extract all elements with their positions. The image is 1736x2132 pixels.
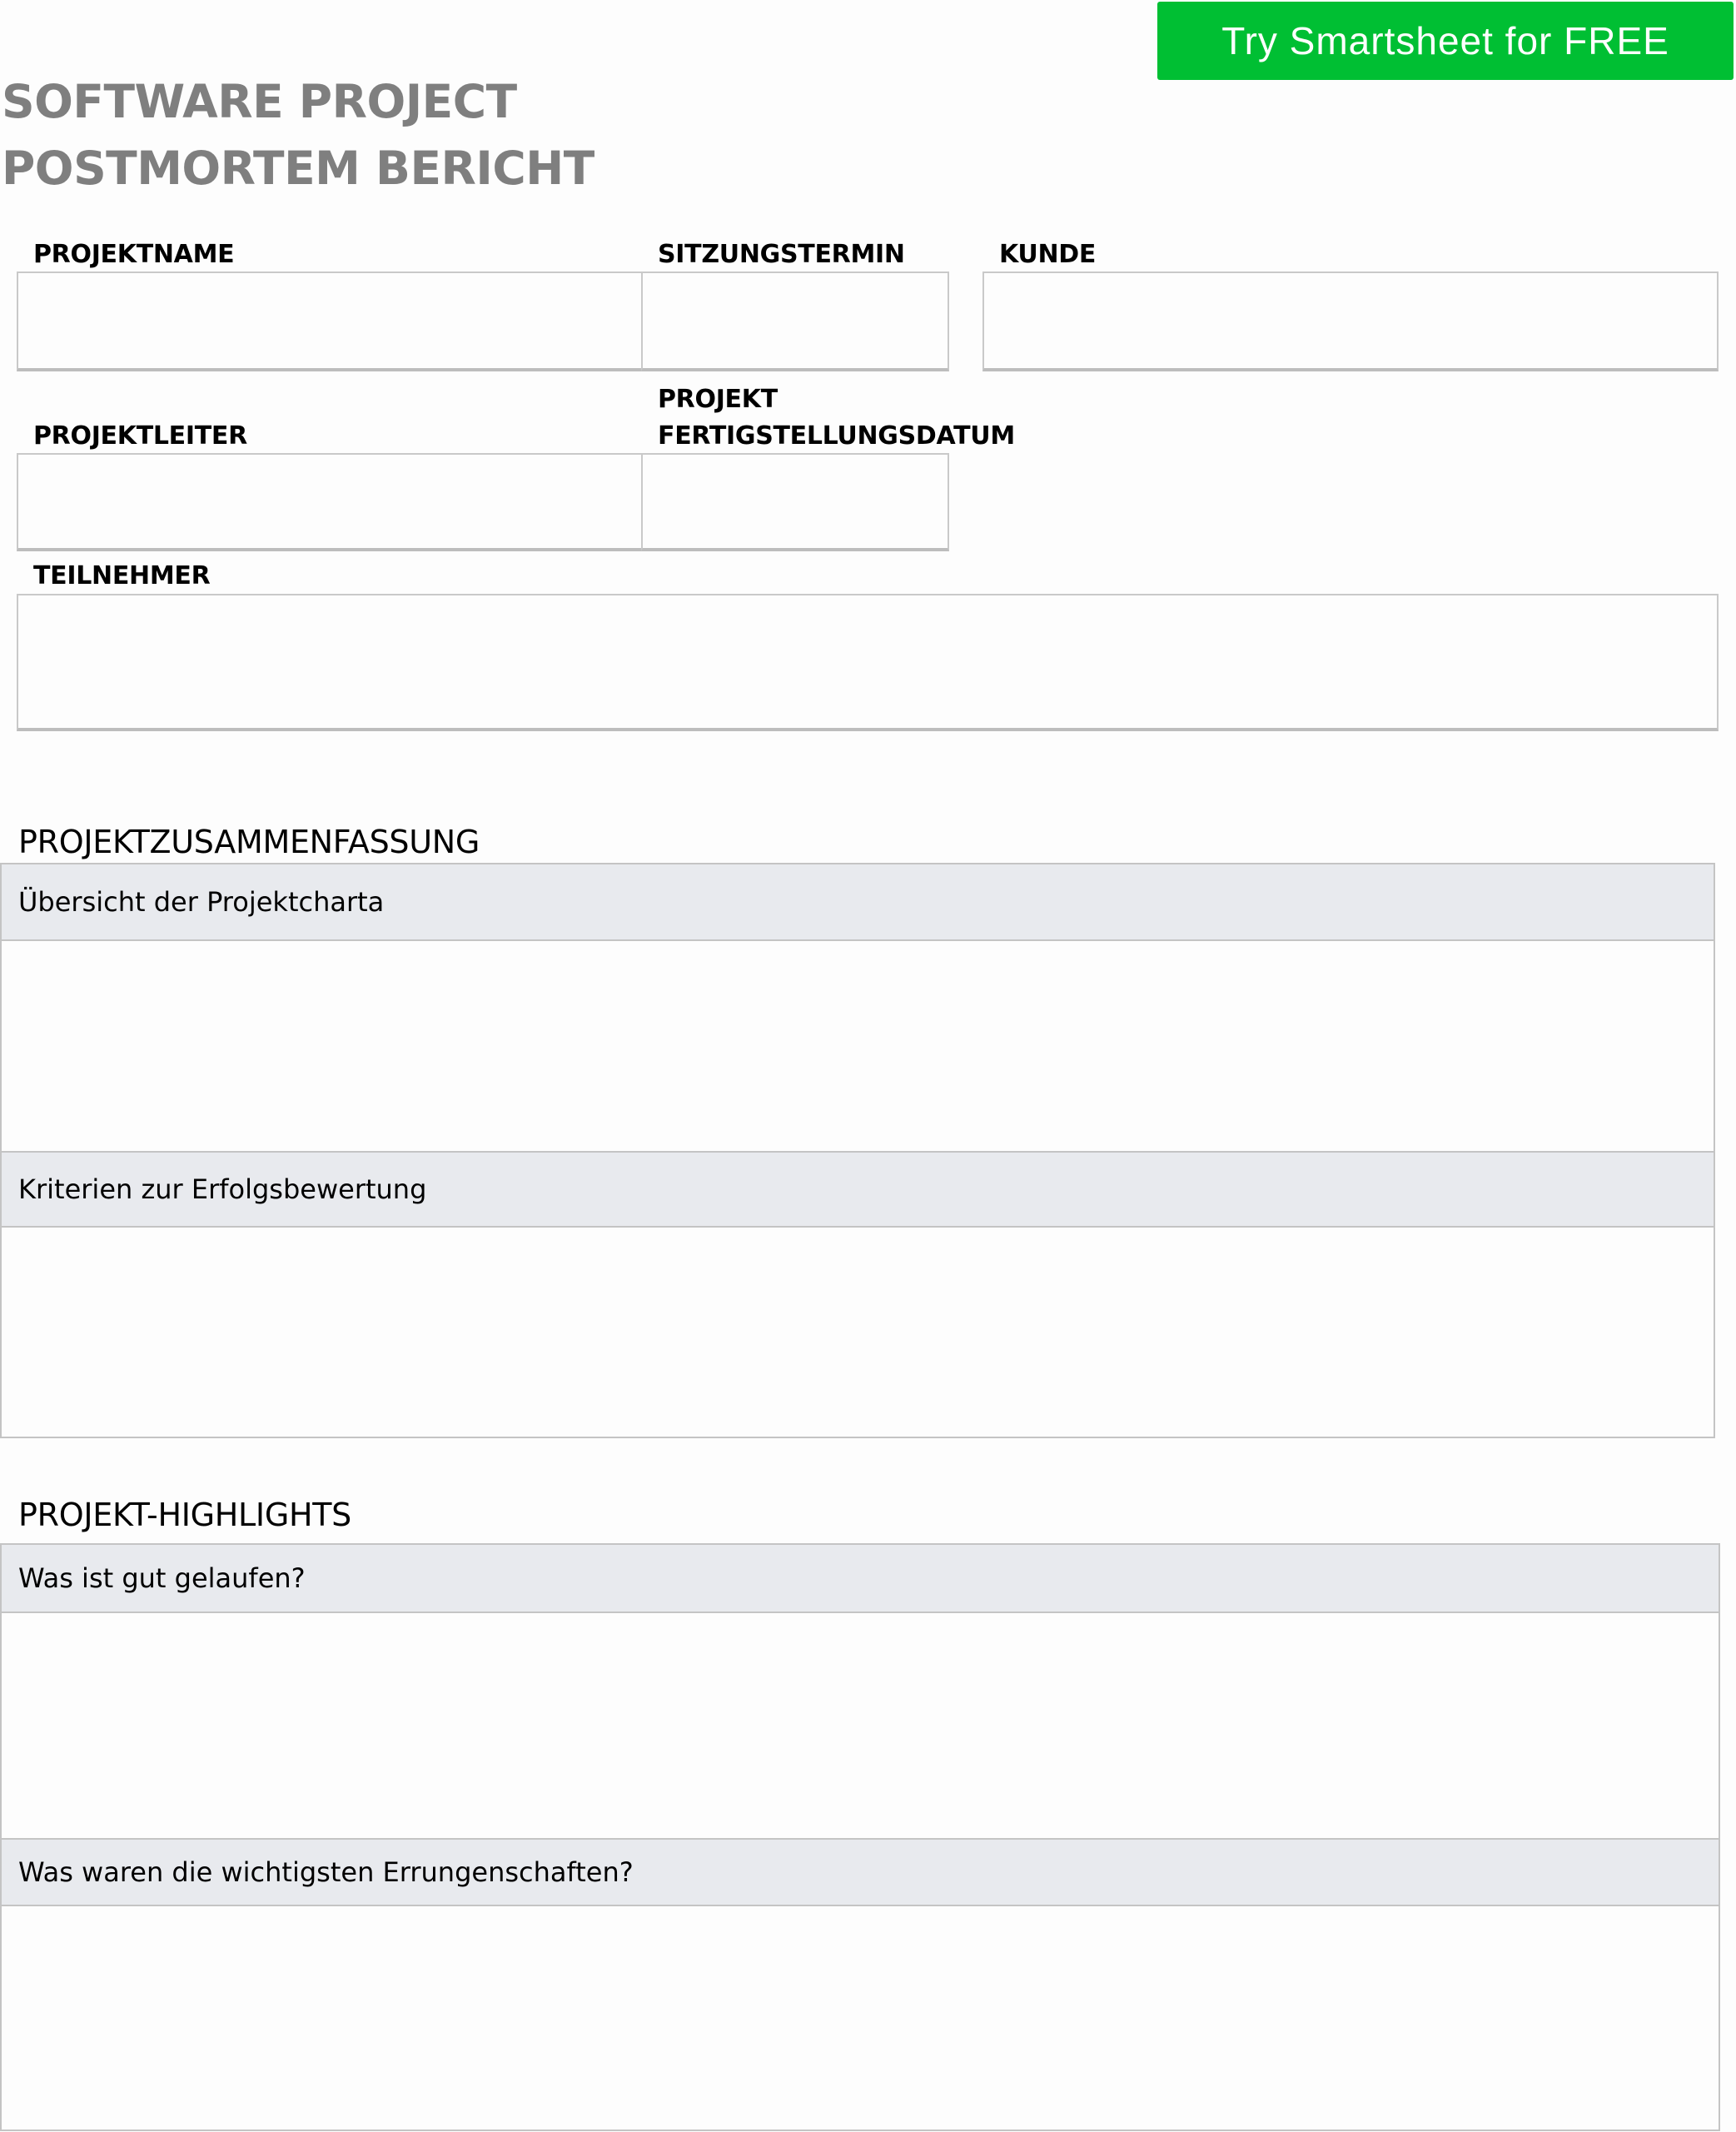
page-title-line-2: POSTMORTEM BERICHT [2, 142, 594, 195]
highlights-row-header-achievements: Was waren die wichtigsten Errungenschaften? [2, 1840, 1719, 1906]
participants-label: TEILNEHMER [33, 561, 211, 590]
page-title [2, 68, 594, 202]
project-manager-label: PROJEKTLEITER [33, 421, 247, 451]
try-smartsheet-button[interactable]: Try Smartsheet for FREE [1157, 2, 1734, 80]
completion-date-label-line-1: PROJEKT [658, 385, 778, 414]
highlights-row-header-went-well: Was ist gut gelaufen? [2, 1545, 1719, 1613]
highlights-table [0, 1543, 1720, 2131]
summary-criteria-textarea[interactable] [2, 1228, 1714, 1437]
participants-field[interactable] [17, 594, 1719, 731]
meeting-date-label: SITZUNGSTERMIN [658, 240, 905, 269]
page-title-line-1: SOFTWARE PROJECT [2, 75, 517, 128]
project-name-field[interactable] [17, 271, 643, 371]
highlights-section-title: PROJEKT-HIGHLIGHTS [18, 1497, 351, 1533]
summary-section-title: PROJEKTZUSAMMENFASSUNG [18, 824, 480, 860]
summary-row-header-criteria: Kriterien zur Erfolgsbewertung [2, 1153, 1714, 1228]
summary-row-header-charter: Übersicht der Projektcharta [2, 864, 1714, 941]
summary-table [0, 863, 1715, 1438]
client-field[interactable] [982, 271, 1719, 371]
summary-charter-textarea[interactable] [2, 941, 1714, 1153]
completion-date-label-line-2: FERTIGSTELLUNGSDATUM [658, 421, 1015, 451]
project-manager-field[interactable] [17, 453, 643, 551]
highlights-achievements-textarea[interactable] [2, 1906, 1719, 2130]
project-name-label: PROJEKTNAME [33, 240, 235, 269]
client-label: KUNDE [999, 240, 1097, 269]
completion-date-field[interactable] [641, 453, 949, 551]
meeting-date-field[interactable] [641, 271, 949, 371]
highlights-went-well-textarea[interactable] [2, 1613, 1719, 1840]
